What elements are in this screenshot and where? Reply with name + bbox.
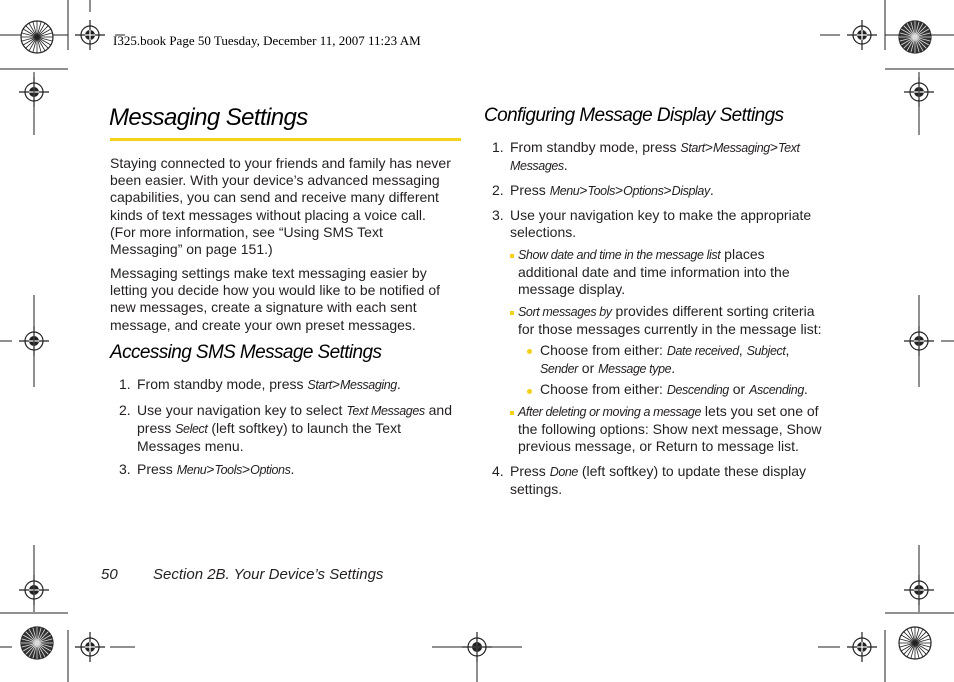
registration-mark-icon — [847, 632, 877, 662]
page-number: 50 — [101, 566, 118, 583]
registration-mark-icon — [75, 632, 105, 662]
text-line: Messaging” on page 151.) — [110, 241, 273, 258]
text-line: letting you decide how you would like to be notified of — [110, 282, 440, 299]
step-number: 4. — [492, 463, 504, 479]
registration-mark-icon — [75, 20, 105, 50]
color-wheel-mark-icon — [899, 21, 931, 53]
bullet-marker — [510, 311, 514, 315]
step-number: 1. — [492, 139, 504, 155]
footer-section: Section 2B. Your Device’s Settings — [153, 566, 384, 583]
bullet-marker — [510, 254, 514, 258]
step-number: 2. — [492, 182, 504, 198]
bullet-item: Show date and time in the message list places additional date and time information into the message display. — [518, 246, 790, 298]
title-underline — [110, 138, 461, 141]
section-title: Configuring Message Display Settings — [484, 105, 784, 126]
sub-bullet-item: Choose from either: Descending or Ascending. — [540, 381, 808, 397]
bullet-marker — [510, 411, 514, 415]
step-text: Press Menu>Tools>Options>Display. — [510, 182, 714, 198]
step-number: 1. — [119, 376, 131, 392]
bullet-item: Sort messages by provides different sorting criteria for those messages currently in the message list: — [518, 303, 822, 338]
sub-bullet-item: Choose from either: Date received, Subject, Sender or Message type. — [540, 342, 790, 377]
step-number: 2. — [119, 402, 131, 418]
color-wheel-mark-icon — [21, 21, 53, 53]
sub-bullet-marker — [527, 349, 532, 354]
text-line: been easier. With your device’s advanced messaging — [110, 172, 440, 189]
step-text: From standby mode, press Start>Messaging. — [137, 376, 401, 392]
text-line: new messages, create a signature with each sent — [110, 299, 417, 316]
settings-paragraph — [110, 265, 440, 334]
step-number: 3. — [119, 461, 131, 477]
sub-bullet-marker — [527, 389, 532, 394]
text-line: Staying connected to your friends and family has never — [110, 155, 451, 171]
text-line: message, and create your own preset messages. — [110, 316, 416, 333]
color-wheel-mark-icon — [899, 627, 931, 659]
page-title: Messaging Settings — [109, 104, 308, 131]
section-subtitle: Accessing SMS Message Settings — [110, 342, 382, 363]
step-text: From standby mode, press Start>Messaging>Text Messages. — [510, 139, 800, 174]
text-line: capabilities, you can send and receive many different — [110, 189, 439, 206]
step-text: Press Menu>Tools>Options. — [137, 461, 295, 477]
step-text: Use your navigation key to make the appropriate selections. — [510, 207, 812, 241]
text-line: kinds of text messages without placing a voice call. — [110, 206, 426, 223]
text-line: Messaging settings make text messaging easier by — [110, 265, 427, 281]
step-number: 3. — [492, 207, 504, 223]
print-header: I325.book Page 50 Tuesday, December 11, 2007 11:23 AM — [113, 33, 421, 48]
text-line: (For more information, see “Using SMS Text — [110, 223, 383, 240]
color-wheel-mark-icon — [21, 627, 53, 659]
bullet-item: After deleting or moving a message lets you set one of the following options: Show next message, Show previous message, or Return to message list. — [518, 403, 822, 455]
registration-mark-icon — [847, 20, 877, 50]
intro-paragraph — [110, 155, 451, 258]
step-text: Use your navigation key to select Text Messages and press Select (left softkey) to launch the Text Messages menu. — [137, 402, 452, 455]
step-text: Press Done (left softkey) to update these display settings. — [510, 463, 806, 498]
